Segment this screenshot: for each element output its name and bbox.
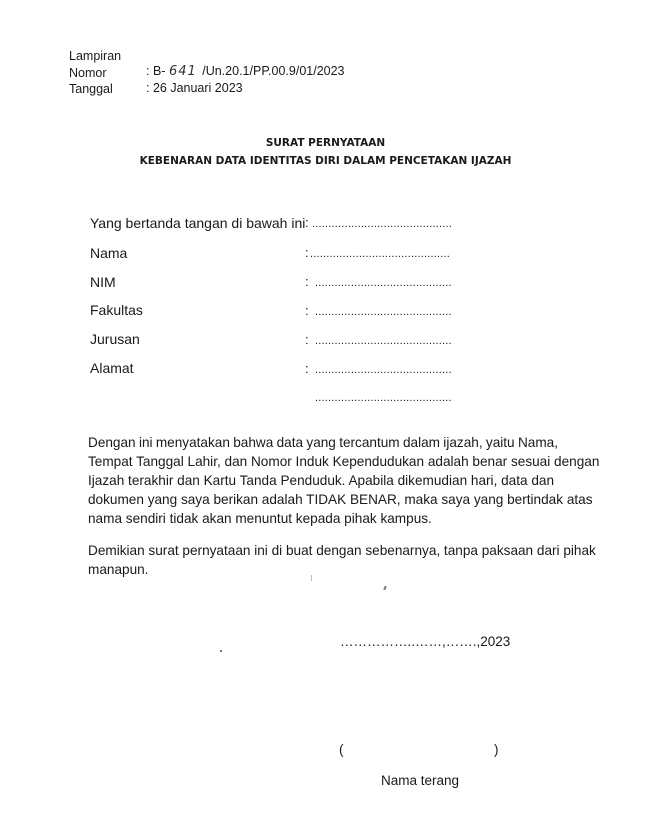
statement-line [88, 433, 558, 452]
form-colon-alamat: : [305, 361, 309, 376]
statement-word: dalam [402, 435, 440, 450]
statement-word: ijazah, [443, 435, 483, 450]
closing-paragraph [88, 541, 596, 579]
tanggal-label: Tanggal [69, 82, 113, 96]
scan-speck [383, 586, 387, 590]
form-colon-fakultas: : [305, 303, 309, 318]
nomor-label: Nomor [69, 66, 107, 80]
tanggal-value: : 26 Januari 2023 [146, 81, 243, 95]
form-colon-nim: : [305, 274, 309, 289]
form-blank-nama: ........................................... [310, 248, 451, 260]
statement-word: bahwa [233, 435, 274, 450]
form-label-fakultas: Fakultas [90, 302, 143, 318]
signature-close-paren: ) [494, 742, 499, 757]
scan-speck [220, 650, 222, 652]
statement-line: dokumen yang saya berikan adalah TIDAK BENAR, maka saya yang bertindak atas [88, 492, 593, 507]
form-label-signer: Yang bertanda tangan di bawah ini [90, 215, 306, 231]
statement-word: menyatakan [155, 435, 230, 450]
form-label-nim: NIM [90, 274, 116, 290]
statement-word: yang [306, 435, 336, 450]
form-blank-alamat: .......................................... [315, 364, 452, 376]
document-subtitle: KEBENARAN DATA IDENTITAS DIRI DALAM PENCETAKAN IJAZAH [139, 155, 512, 167]
form-label-jurusan: Jurusan [90, 331, 140, 347]
nomor-prefix: : B- [146, 64, 166, 78]
form-blank-signer: ........................................... [312, 218, 453, 230]
scan-speck [311, 575, 312, 581]
form-colon-signer: : [305, 215, 309, 230]
form-colon-jurusan: : [305, 332, 309, 347]
statement-word: data [276, 435, 304, 450]
statement-paragraph [88, 433, 600, 528]
closing-line: manapun. [88, 562, 149, 577]
signature-open-paren: ( [339, 742, 344, 757]
statement-line: nama sendiri tidak akan menuntut kepada pihak kampus. [88, 511, 432, 526]
document-title: SURAT PERNYATAAN [265, 137, 386, 149]
closing-line: Demikian surat pernyataan ini di buat dengan sebenarnya, tanpa paksaan dari pihak [88, 543, 596, 558]
nomor-value [146, 64, 345, 79]
form-blank-fakultas: .......................................... [315, 306, 452, 318]
form-label-nama: Nama [90, 245, 128, 261]
statement-word: Dengan [88, 435, 136, 450]
statement-word: yaitu [485, 435, 515, 450]
place-date-line: ……………..……,…….,2023 [340, 634, 511, 649]
form-blank-jurusan: .......................................... [315, 335, 452, 347]
form-colon-nama: : [305, 245, 309, 260]
nomor-handwritten: 641 [168, 64, 197, 79]
statement-line: Ijazah terakhir dan Kartu Tanda Penduduk. Apabila dikemudian hari, data dan [88, 473, 555, 488]
lampiran-label: Lampiran [69, 49, 122, 63]
form-label-alamat: Alamat [90, 360, 134, 376]
nomor-suffix: /Un.20.1/PP.00.9/01/2023 [202, 64, 345, 78]
statement-line: Tempat Tanggal Lahir, dan Nomor Induk Kependudukan adalah benar sesuai dengan [88, 454, 600, 469]
form-blank-nim: .......................................... [315, 277, 452, 289]
name-caption: Nama terang [381, 773, 460, 788]
statement-word: tercantum [339, 435, 400, 450]
form-blank-alamat-continued: .......................................... [315, 392, 452, 404]
statement-word: Nama, [517, 435, 558, 450]
statement-word: ini [138, 435, 153, 450]
